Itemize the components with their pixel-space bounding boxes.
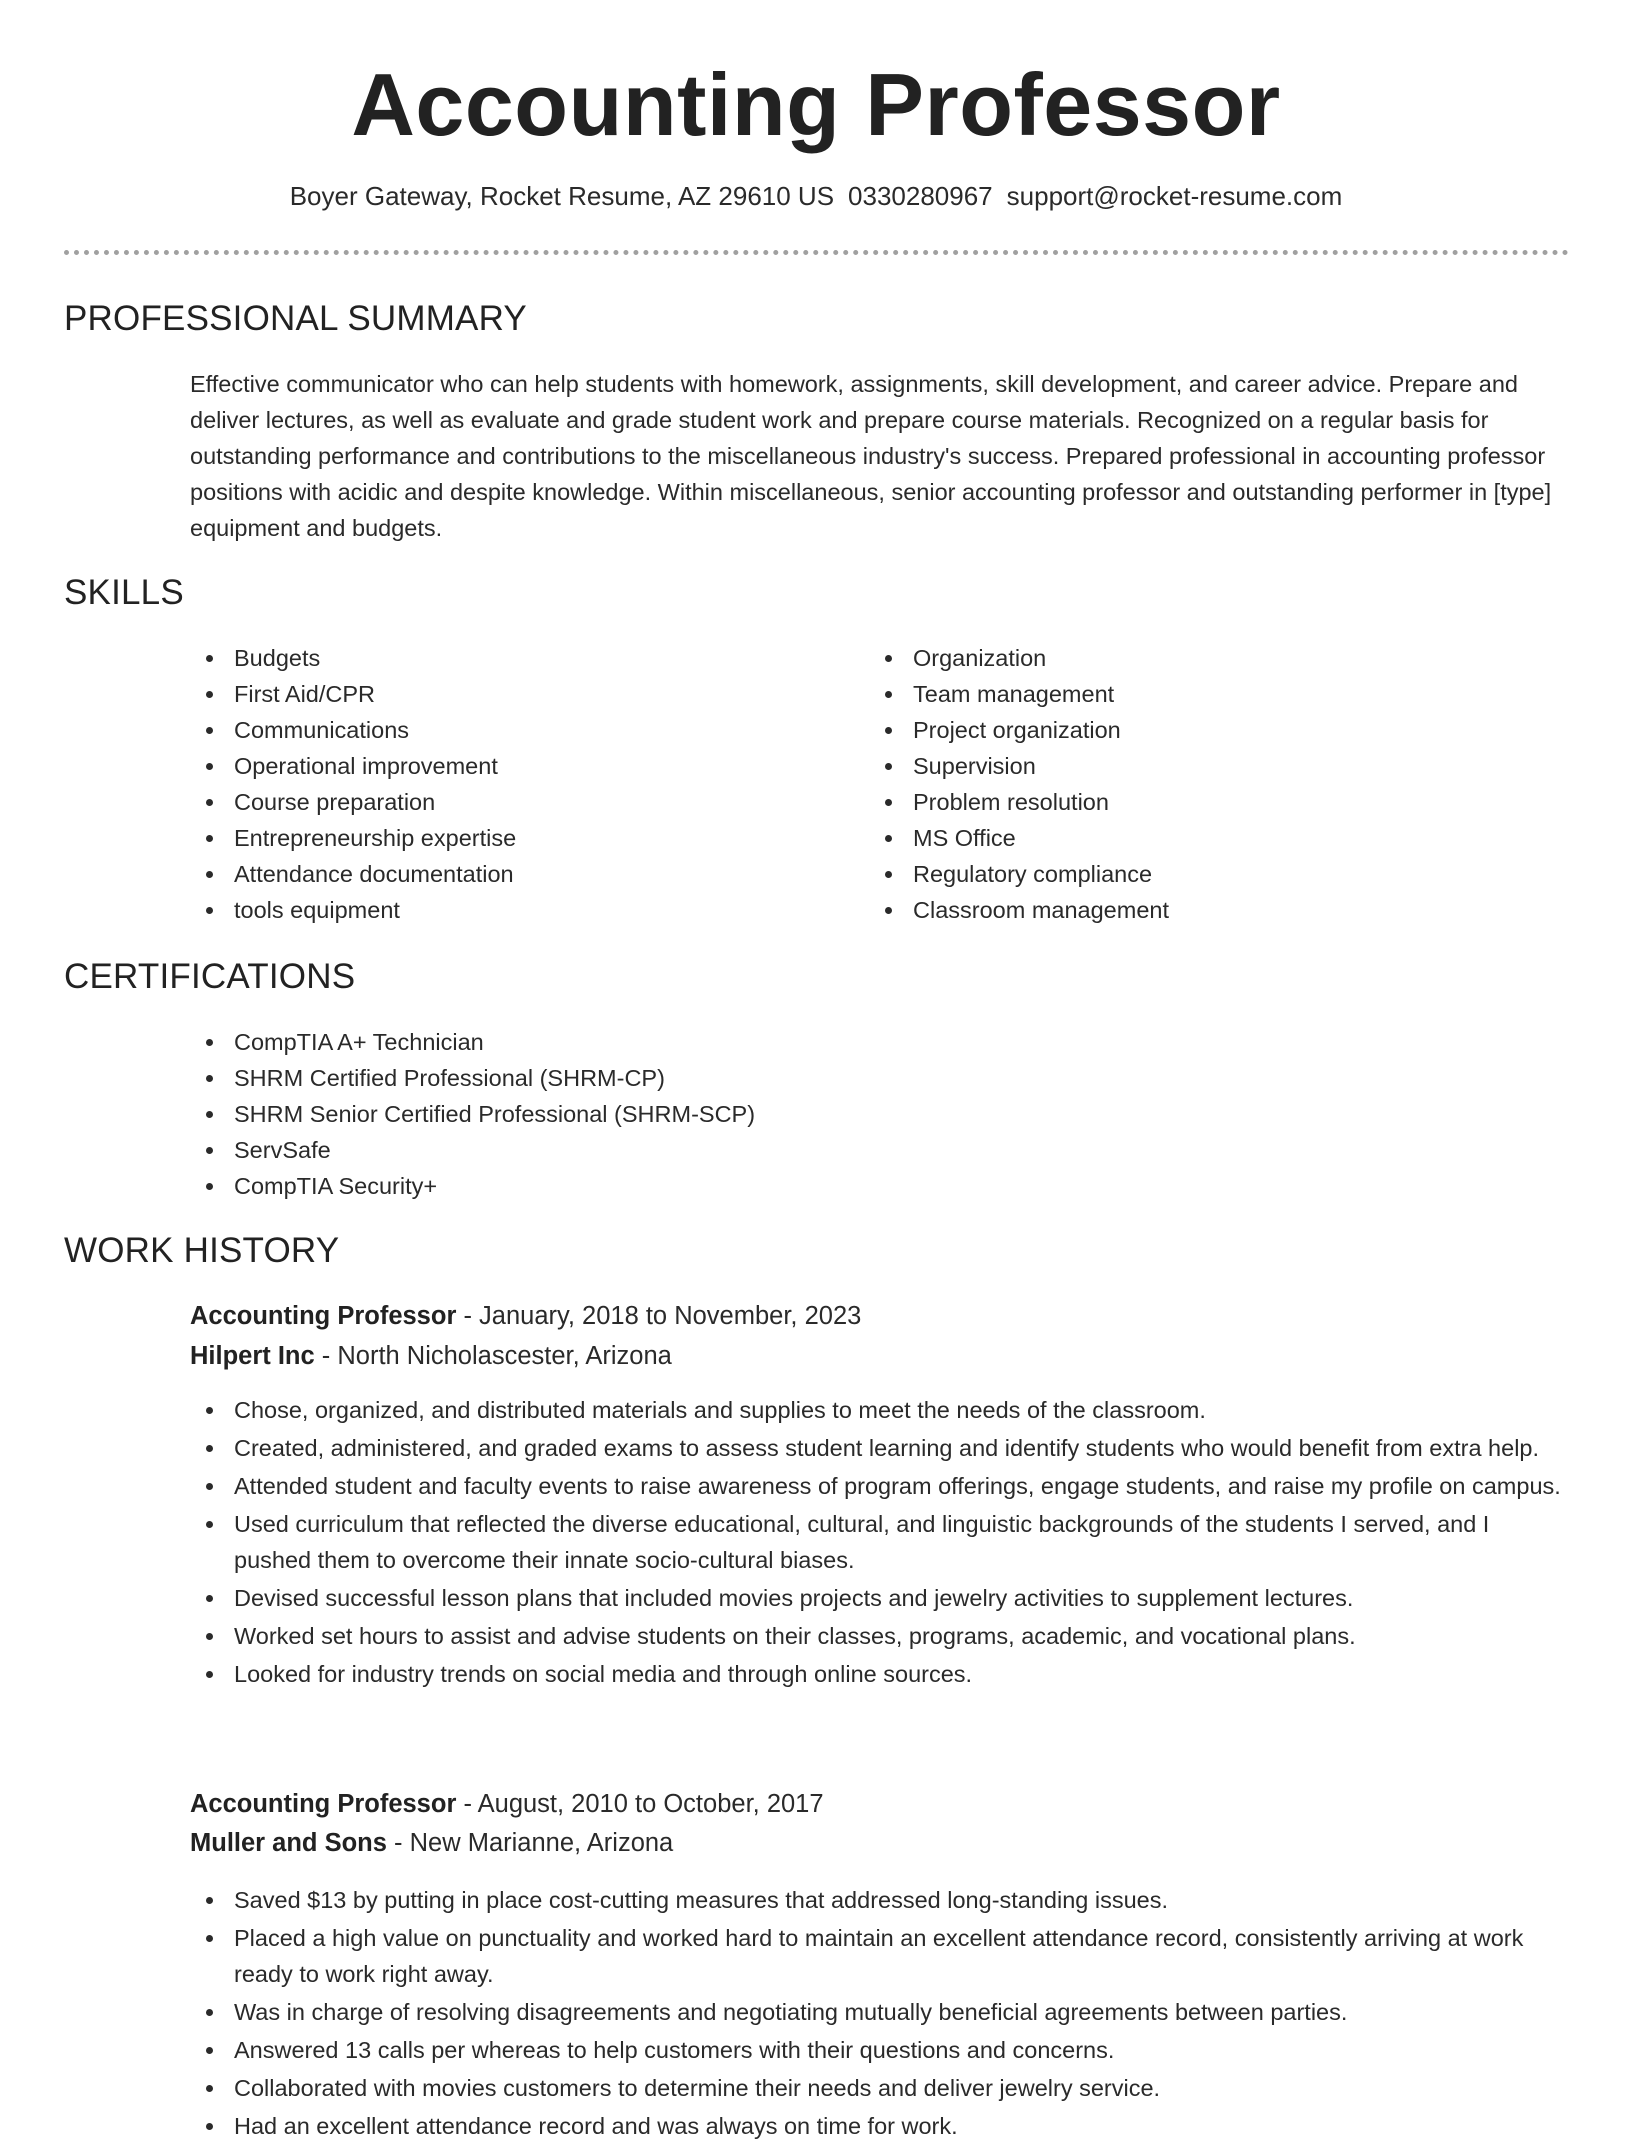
certification-item: SHRM Senior Certified Professional (SHRM-SCP) (190, 1096, 1090, 1132)
job-role: Accounting Professor (190, 1790, 457, 1818)
skills-list-left (190, 640, 790, 928)
job-bullet: Saved $13 by putting in place cost-cutting measures that addressed long-standing issues. (190, 1882, 1570, 1918)
skill-item: Entrepreneurship expertise (190, 820, 790, 856)
job-bullet: Placed a high value on punctuality and worked hard to maintain an excellent attendance record, consistently arriving at work ready to work right away. (190, 1920, 1570, 1992)
job-bullet: Attended student and faculty events to raise awareness of program offerings, engage students, and raise my profile on campus. (190, 1468, 1570, 1504)
resume-name: Accounting Professor (351, 55, 1281, 154)
job-location: - New Marianne, Arizona (386, 1829, 674, 1857)
job-bullet: Answered 13 calls per whereas to help customers with their questions and concerns. (190, 2032, 1570, 2068)
contact-phone: 0330280967 (848, 181, 993, 211)
skill-item: First Aid/CPR (190, 676, 790, 712)
job-bullet-list (190, 1392, 1570, 1694)
skill-item: Regulatory compliance (869, 856, 1469, 892)
job-bullet: Worked set hours to assist and advise students on their classes, programs, academic, and vocational plans. (190, 1618, 1570, 1654)
certifications-heading: CERTIFICATIONS (64, 957, 356, 996)
skill-item: Operational improvement (190, 748, 790, 784)
job-company-line (190, 1827, 673, 1860)
job-location: - North Nicholascester, Arizona (314, 1342, 672, 1370)
skill-item: Organization (869, 640, 1469, 676)
skill-item: Course preparation (190, 784, 790, 820)
job-company: Muller and Sons (190, 1829, 387, 1857)
job-company: Hilpert Inc (190, 1342, 315, 1370)
job-bullet: Looked for industry trends on social media and through online sources. (190, 1656, 1570, 1692)
job-bullet-list (190, 1882, 1570, 2146)
skill-item: MS Office (869, 820, 1469, 856)
job-role: Accounting Professor (190, 1302, 457, 1330)
job-company-line (190, 1340, 672, 1373)
contact-line (0, 180, 1632, 214)
summary-heading: PROFESSIONAL SUMMARY (64, 299, 527, 338)
skills-list-right (869, 640, 1469, 928)
skill-item: Budgets (190, 640, 790, 676)
certification-item: CompTIA Security+ (190, 1168, 1090, 1204)
job-bullet: Used curriculum that reflected the diverse educational, cultural, and linguistic backgrounds of the students I served, and I pushed them to overcome their innate socio-cultural biases. (190, 1506, 1570, 1578)
job-bullet: Chose, organized, and distributed materials and supplies to meet the needs of the classroom. (190, 1392, 1570, 1428)
job-dates: - August, 2010 to October, 2017 (456, 1790, 824, 1818)
job-bullet: Created, administered, and graded exams to assess student learning and identify students who would benefit from extra help. (190, 1430, 1570, 1466)
certification-item: ServSafe (190, 1132, 1090, 1168)
job-dates: - January, 2018 to November, 2023 (456, 1302, 862, 1330)
skill-item: tools equipment (190, 892, 790, 928)
header-divider (64, 250, 1569, 255)
certifications-list (190, 1024, 1090, 1204)
skill-item: Supervision (869, 748, 1469, 784)
skill-item: Problem resolution (869, 784, 1469, 820)
job-bullet: Devised successful lesson plans that included movies projects and jewelry activities to supplement lectures. (190, 1580, 1570, 1616)
contact-address: Boyer Gateway, Rocket Resume, AZ 29610 US (289, 181, 835, 211)
work-history-heading: WORK HISTORY (64, 1231, 340, 1270)
job-title-line (190, 1788, 824, 1821)
contact-email[interactable]: support@rocket-resume.com (1006, 181, 1343, 211)
job-bullet: Collaborated with movies customers to determine their needs and deliver jewelry service. (190, 2070, 1570, 2106)
skill-item: Communications (190, 712, 790, 748)
skill-item: Project organization (869, 712, 1469, 748)
job-bullet: Was in charge of resolving disagreements and negotiating mutually beneficial agreements between parties. (190, 1994, 1570, 2030)
certification-item: SHRM Certified Professional (SHRM-CP) (190, 1060, 1090, 1096)
certification-item: CompTIA A+ Technician (190, 1024, 1090, 1060)
skill-item: Attendance documentation (190, 856, 790, 892)
skill-item: Classroom management (869, 892, 1469, 928)
skill-item: Team management (869, 676, 1469, 712)
summary-text: Effective communicator who can help students with homework, assignments, skill development, and career advice. Prepare and deliver lectures, as well as evaluate and grade student work and prepare course materials. Recognized on a regular basis for outstanding performance and contributions to the miscellaneous industry's success. Prepared professional in accounting professor positions with acidic and despite knowledge. Within miscellaneous, senior accounting professor and outstanding performer in [type] equipment and budgets. (190, 371, 1552, 541)
skills-heading: SKILLS (64, 573, 184, 612)
job-title-line (190, 1300, 861, 1333)
job-bullet: Had an excellent attendance record and was always on time for work. (190, 2108, 1570, 2144)
